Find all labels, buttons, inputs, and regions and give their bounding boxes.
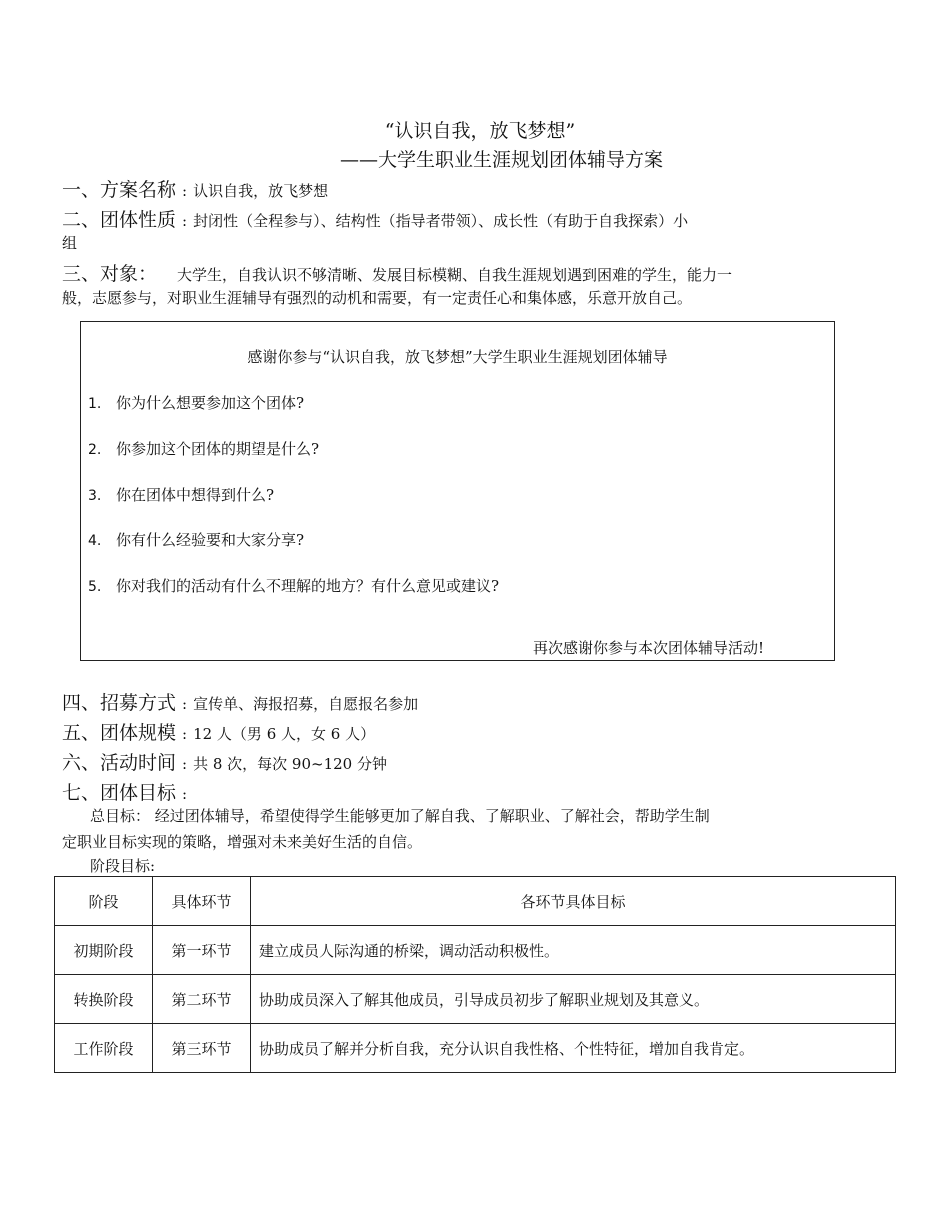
document-subtitle: ——大学生职业生涯规划团体辅导方案 bbox=[340, 149, 664, 171]
table-row bbox=[55, 926, 896, 975]
table-cell: 协助成员深入了解其他成员，引导成员初步了解职业规划及其意义。 bbox=[251, 975, 896, 1024]
section-group-nature: 二、团体性质 : 封闭性（全程参与）、结构性（指导者带领）、成长性（有助于自我探索）小 bbox=[62, 209, 689, 231]
section-group-goal: 七、团体目标 : bbox=[62, 782, 188, 804]
table-header-cell: 各环节具体目标 bbox=[251, 877, 896, 926]
stage-goal-label: 阶段目标: bbox=[90, 857, 156, 875]
section-heading: 六、活动时间 bbox=[62, 752, 177, 774]
section-value: 封闭性（全程参与）、结构性（指导者带领）、成长性（有助于自我探索）小 bbox=[193, 212, 689, 230]
overall-goal-line2: 定职业目标实现的策略，增强对未来美好生活的自信。 bbox=[62, 833, 423, 851]
document-title: “认识自我，放飞梦想” bbox=[384, 120, 576, 142]
table-cell: 协助成员了解并分析自我，充分认识自我性格、个性特征，增加自我肯定。 bbox=[251, 1024, 896, 1073]
table-cell: 建立成员人际沟通的桥梁，调动活动积极性。 bbox=[251, 926, 896, 975]
section-heading: 七、团体目标 bbox=[62, 782, 177, 804]
table-cell: 转换阶段 bbox=[55, 975, 153, 1024]
section-plan-name: 一、方案名称 : 认识自我，放飞梦想 bbox=[62, 179, 329, 201]
section-value: 认识自我，放飞梦想 bbox=[193, 182, 329, 200]
section-value: 宣传单、海报招募，自愿报名参加 bbox=[193, 695, 419, 713]
section-heading: 三、对象： bbox=[62, 263, 158, 285]
section-recruitment: 四、招募方式 : 宣传单、海报招募，自愿报名参加 bbox=[62, 692, 419, 714]
section-heading: 二、团体性质 bbox=[62, 209, 177, 231]
section-value-continued: 组 bbox=[62, 234, 78, 252]
section-heading: 四、招募方式 bbox=[62, 692, 177, 714]
section-group-size: 五、团体规模 : 12 人（男 6 人，女 6 人） bbox=[62, 722, 376, 744]
survey-question: 5. 你对我们的活动有什么不理解的地方？有什么意见或建议? bbox=[88, 577, 500, 595]
section-activity-time: 六、活动时间 : 共 8 次，每次 90~120 分钟 bbox=[62, 752, 387, 774]
table-cell: 第二环节 bbox=[153, 975, 251, 1024]
stage-goal-table bbox=[54, 876, 896, 1073]
table-header-cell: 具体环节 bbox=[153, 877, 251, 926]
section-value-continued: 般，志愿参与，对职业生涯辅导有强烈的动机和需要，有一定责任心和集体感，乐意开放自己。 bbox=[62, 289, 693, 307]
section-value: 12 人（男 6 人，女 6 人） bbox=[193, 725, 376, 743]
survey-box bbox=[80, 321, 835, 661]
survey-intro: 感谢你参与“认识自我，放飞梦想”大学生职业生涯规划团体辅导 bbox=[247, 348, 668, 366]
table-cell: 初期阶段 bbox=[55, 926, 153, 975]
table-header-row bbox=[55, 877, 896, 926]
survey-thanks: 再次感谢你参与本次团体辅导活动! bbox=[532, 639, 764, 657]
table-cell: 工作阶段 bbox=[55, 1024, 153, 1073]
overall-goal-line1: 总目标： 经过团体辅导，希望使得学生能够更加了解自我、了解职业、了解社会，帮助学生制 bbox=[90, 807, 710, 825]
table-cell: 第三环节 bbox=[153, 1024, 251, 1073]
table-row bbox=[55, 975, 896, 1024]
survey-question: 1. 你为什么想要参加这个团体? bbox=[88, 394, 305, 412]
table-header-cell: 阶段 bbox=[55, 877, 153, 926]
table-cell: 第一环节 bbox=[153, 926, 251, 975]
section-target bbox=[62, 259, 732, 286]
survey-question: 3. 你在团体中想得到什么? bbox=[88, 486, 275, 504]
section-heading: 一、方案名称 bbox=[62, 179, 177, 201]
section-value: 共 8 次，每次 90~120 分钟 bbox=[193, 755, 387, 773]
survey-question: 2. 你参加这个团体的期望是什么? bbox=[88, 440, 320, 458]
table-row bbox=[55, 1024, 896, 1073]
section-value: 大学生，自我认识不够清晰、发展目标模糊、自我生涯规划遇到困难的学生，能力一 bbox=[177, 266, 733, 284]
section-heading: 五、团体规模 bbox=[62, 722, 177, 744]
survey-question: 4. 你有什么经验要和大家分享? bbox=[88, 531, 305, 549]
